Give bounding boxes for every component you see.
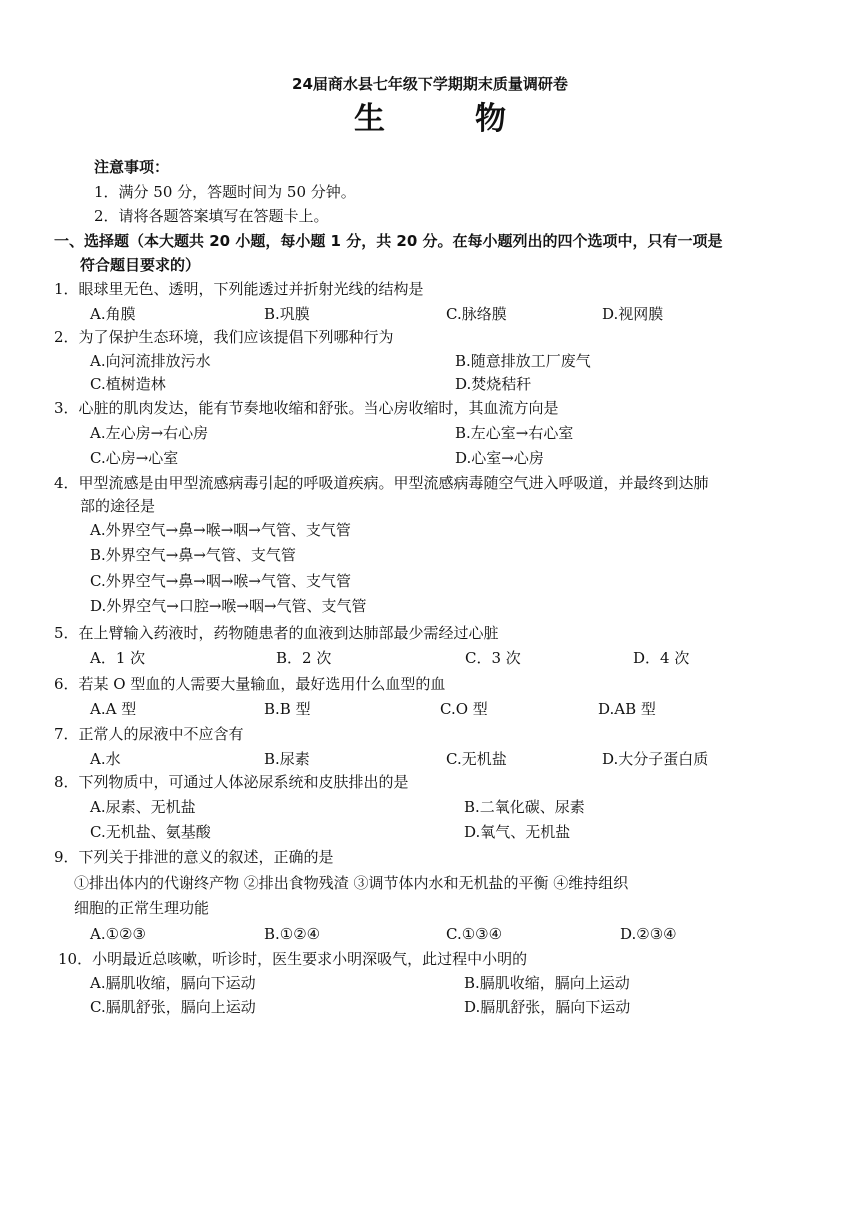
- option-b: B.二氧化碳、尿素: [464, 798, 585, 816]
- option-d: D.AB 型: [598, 700, 656, 718]
- option-d: D.焚烧秸秆: [455, 375, 532, 393]
- option-d: D．4 次: [633, 649, 690, 667]
- option-b: B.外界空气→鼻→气管、支气管: [90, 546, 296, 564]
- option-d: D.②③④: [620, 925, 677, 943]
- option-b: B.B 型: [264, 700, 311, 718]
- question-stem: 8．下列物质中，可通过人体泌尿系统和皮肤排出的是: [54, 773, 409, 791]
- question-stem: 9．下列关于排泄的意义的叙述，正确的是: [54, 848, 334, 866]
- option-d: D.膈肌舒张，膈向下运动: [464, 998, 631, 1016]
- option-a: A.①②③: [90, 925, 146, 943]
- option-c: C.心房→心室: [90, 449, 179, 467]
- option-b: B.尿素: [264, 750, 310, 768]
- option-c: C.膈肌舒张，膈向上运动: [90, 998, 256, 1016]
- option-c: C.外界空气→鼻→咽→喉→气管、支气管: [90, 572, 351, 590]
- notice-item: 2．请将各题答案填写在答题卡上。: [94, 207, 329, 225]
- section-heading-cont: 符合题目要求的）: [80, 256, 201, 274]
- section-heading: 一、选择题（本大题共 20 小题，每小题 1 分，共 20 分。在每小题列出的四个选项中，只有一项是: [54, 232, 723, 250]
- question-stem: 6．若某 O 型血的人需要大量输血，最好选用什么血型的血: [54, 675, 446, 693]
- notice-heading: 注意事项：: [94, 158, 170, 176]
- option-a: A．1 次: [90, 649, 146, 667]
- exam-title: 24届商水县七年级下学期期末质量调研卷: [292, 75, 568, 93]
- question-stem-cont: 部的途径是: [80, 497, 156, 515]
- question-stem: 3．心脏的肌肉发达，能有节奏地收缩和舒张。当心房收缩时，其血流方向是: [54, 399, 559, 417]
- notice-item: 1．满分 50 分，答题时间为 50 分钟。: [94, 183, 356, 201]
- option-d: D.外界空气→口腔→喉→咽→气管、支气管: [90, 597, 367, 615]
- question-stem: 2．为了保护生态环境，我们应该提倡下列哪种行为: [54, 328, 394, 346]
- option-b: B.①②④: [264, 925, 321, 943]
- question-stem: 5．在上臂输入药液时，药物随患者的血液到达肺部最少需经过心脏: [54, 624, 499, 642]
- option-c: C.O 型: [440, 700, 488, 718]
- option-a: A.角膜: [90, 305, 136, 323]
- option-a: A.A 型: [90, 700, 137, 718]
- question-stem: 10．小明最近总咳嗽，听诊时，医生要求小明深吸气，此过程中小明的: [58, 950, 528, 968]
- option-b: B.随意排放工厂废气: [455, 352, 591, 370]
- option-a: A.膈肌收缩，膈向下运动: [90, 974, 256, 992]
- option-c: C．3 次: [465, 649, 521, 667]
- option-b: B.左心室→右心室: [455, 424, 574, 442]
- question-stem: 4．甲型流感是由甲型流感病毒引起的呼吸道疾病。甲型流感病毒随空气进入呼吸道，并最终到达肺: [54, 474, 709, 492]
- option-d: D.心室→心房: [455, 449, 544, 467]
- option-b: B.巩膜: [264, 305, 310, 323]
- option-c: C.植树造林: [90, 375, 166, 393]
- option-c: C.无机盐、氨基酸: [90, 823, 211, 841]
- question-stem-cont: ①排出体内的代谢终产物 ②排出食物残渣 ③调节体内水和无机盐的平衡 ④维持组织: [74, 874, 629, 892]
- option-c: C.无机盐: [446, 750, 507, 768]
- option-a: A.外界空气→鼻→喉→咽→气管、支气管: [90, 521, 351, 539]
- option-a: A.左心房→右心房: [90, 424, 209, 442]
- option-a: A.向河流排放污水: [90, 352, 211, 370]
- subject-title: 生物: [354, 101, 596, 137]
- question-stem: 7．正常人的尿液中不应含有: [54, 725, 244, 743]
- question-stem-cont: 细胞的正常生理功能: [74, 899, 210, 917]
- question-stem: 1．眼球里无色、透明，下列能透过并折射光线的结构是: [54, 280, 424, 298]
- option-b: B.膈肌收缩，膈向上运动: [464, 974, 630, 992]
- option-a: A.水: [90, 750, 121, 768]
- option-d: D.氧气、无机盐: [464, 823, 571, 841]
- option-d: D.大分子蛋白质: [602, 750, 709, 768]
- option-d: D.视网膜: [602, 305, 664, 323]
- option-a: A.尿素、无机盐: [90, 798, 196, 816]
- option-c: C.①③④: [446, 925, 503, 943]
- option-c: C.脉络膜: [446, 305, 507, 323]
- option-b: B．2 次: [276, 649, 332, 667]
